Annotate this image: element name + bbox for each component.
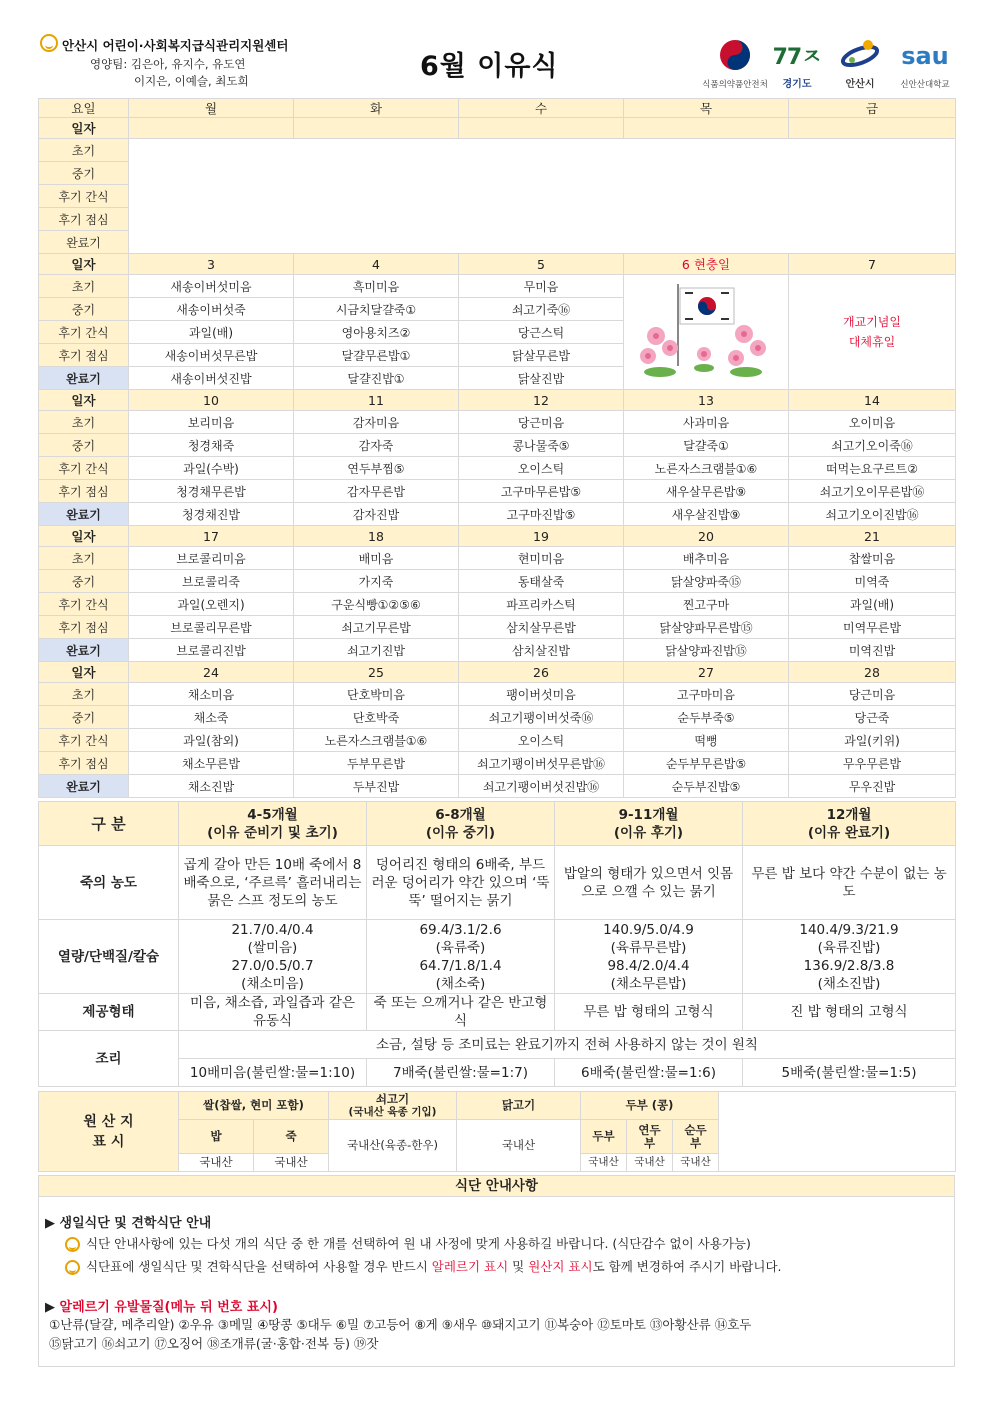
stage-age: 9-11개월 <box>618 806 679 823</box>
menu-cell: 쇠고기팽이버섯무른밥⑯ <box>459 752 624 775</box>
weekday-label: 요일 <box>39 99 129 118</box>
origin-mark-highlight: 원산지 표시 <box>528 1259 593 1274</box>
menu-cell: 새우살진밥⑨ <box>624 503 789 526</box>
date-cell <box>129 118 294 139</box>
chicken-origin: 국내산 <box>457 1120 581 1172</box>
menu-cell: 단호박죽 <box>294 706 459 729</box>
row-label-late-lunch: 후기 점심 <box>39 344 129 367</box>
menu-cell: 달걀무른밥① <box>294 344 459 367</box>
menu-cell: 가지죽 <box>294 570 459 593</box>
nutrition-label: 열량/단백질/칼슘 <box>39 920 179 994</box>
menu-cell: 달걀죽① <box>624 434 789 457</box>
weekday-thu: 목 <box>624 99 789 118</box>
menu-cell: 채소죽 <box>129 706 294 729</box>
menu-cell: 보리미음 <box>129 411 294 434</box>
menu-cell: 콩나물죽⑤ <box>459 434 624 457</box>
stage-name: (이유 중기) <box>425 824 496 841</box>
menu-cell: 쇠고기팽이버섯죽⑯ <box>459 706 624 729</box>
nutrition-value: 69.4/3.1/2.6 <box>419 921 502 938</box>
row-label-complete: 완료기 <box>39 775 129 798</box>
menu-cell: 오이스틱 <box>459 457 624 480</box>
cooking-ratio: 6배죽(불린쌀:물=1:6) <box>555 1059 743 1087</box>
menu-cell: 배추미음 <box>624 547 789 570</box>
menu-cell: 단호박미음 <box>294 683 459 706</box>
row-label-complete: 완료기 <box>39 367 129 390</box>
menu-cell: 두부진밥 <box>294 775 459 798</box>
row-label-early: 초기 <box>39 547 129 570</box>
row-label-late-snack: 후기 간식 <box>39 321 129 344</box>
nutrition-cell <box>743 920 956 994</box>
logo-bar <box>702 36 955 92</box>
soft-tofu-origin: 국내산 <box>627 1154 673 1172</box>
sau-mark: sau <box>901 42 949 70</box>
nutrition-value: 140.4/9.3/21.9 <box>799 921 899 938</box>
menu-cell: 노른자스크램블①⑥ <box>624 457 789 480</box>
rice-origin: 국내산 <box>179 1154 254 1172</box>
menu-cell: 찐고구마 <box>624 593 789 616</box>
allergy-section-title: 알레르기 유발물질(메뉴 뒤 번호 표시) <box>59 1300 278 1315</box>
menu-cell: 쇠고기진밥 <box>294 639 459 662</box>
menu-cell: 당근죽 <box>789 706 956 729</box>
allergy-list <box>49 1315 949 1353</box>
chicken-header: 닭고기 <box>457 1092 581 1120</box>
date-cell: 5 <box>459 254 624 275</box>
row-label-date: 일자 <box>39 390 129 411</box>
ansan-emblem-icon <box>838 36 882 72</box>
nutrition-value: 27.0/0.5/0.7 <box>231 957 314 974</box>
menu-cell: 새송이버섯미음 <box>129 275 294 298</box>
menu-cell: 과일(배) <box>129 321 294 344</box>
consistency-cell: 무른 밥 보다 약간 수분이 없는 농도 <box>743 846 956 920</box>
nutrition-type: (육류죽) <box>435 939 486 956</box>
stage-header <box>743 802 956 846</box>
cooking-rule: 소금, 설탕 등 조미료는 완료기까지 전혀 사용하지 않는 것이 원칙 <box>179 1031 956 1059</box>
nutrition-value: 98.4/2.0/4.4 <box>607 957 690 974</box>
nutrition-type: (육류진밥) <box>817 939 881 956</box>
menu-cell: 과일(배) <box>789 593 956 616</box>
menu-cell: 감자진밥 <box>294 503 459 526</box>
menu-cell: 무우무른밥 <box>789 752 956 775</box>
menu-cell: 브로콜리진밥 <box>129 639 294 662</box>
menu-cell: 미역무른밥 <box>789 616 956 639</box>
nutrition-type: (채소미음) <box>241 975 304 992</box>
menu-cell: 채소진밥 <box>129 775 294 798</box>
date-row <box>39 526 956 547</box>
menu-cell: 닭살양파무른밥⑮ <box>624 616 789 639</box>
menu-cell: 동태살죽 <box>459 570 624 593</box>
menu-cell: 과일(키위) <box>789 729 956 752</box>
menu-cell: 현미미음 <box>459 547 624 570</box>
row-label-late-snack: 후기 간식 <box>39 185 129 208</box>
menu-cell: 무우진밥 <box>789 775 956 798</box>
stage-name: (이유 후기) <box>613 824 684 841</box>
stage-age: 6-8개월 <box>435 806 486 823</box>
menu-cell: 과일(수박) <box>129 457 294 480</box>
nutrition-type: (쌀미음) <box>247 939 298 956</box>
menu-cell: 오이미음 <box>789 411 956 434</box>
date-cell <box>459 118 624 139</box>
menu-cell: 구운식빵①②⑤⑥ <box>294 593 459 616</box>
date-cell: 13 <box>624 390 789 411</box>
nutrition-cell <box>555 920 743 994</box>
row-label-middle: 중기 <box>39 162 129 185</box>
menu-cell: 닭살양파진밥⑮ <box>624 639 789 662</box>
row-label-date: 일자 <box>39 662 129 683</box>
stage-age: 12개월 <box>826 806 872 823</box>
menu-cell: 청경채죽 <box>129 434 294 457</box>
nutrition-cell <box>367 920 555 994</box>
menu-cell: 쇠고기오이죽⑯ <box>789 434 956 457</box>
menu-cell: 닭살진밥 <box>459 367 624 390</box>
flag-flower-icon <box>626 276 786 386</box>
notice-title: 식단 안내사항 <box>39 1176 954 1197</box>
row-label-late-lunch: 후기 점심 <box>39 752 129 775</box>
menu-cell: 브로콜리무른밥 <box>129 616 294 639</box>
row-label-late-lunch: 후기 점심 <box>39 616 129 639</box>
weekday-tue: 화 <box>294 99 459 118</box>
date-cell <box>294 118 459 139</box>
menu-cell: 쇠고기무른밥 <box>294 616 459 639</box>
nutrition-type: (채소죽) <box>435 975 486 992</box>
menu-cell: 떡뻥 <box>624 729 789 752</box>
row-label-early: 초기 <box>39 683 129 706</box>
menu-cell: 삼치살진밥 <box>459 639 624 662</box>
taeguk-icon <box>718 38 752 72</box>
holiday-note-line-2: 대체휴일 <box>848 335 896 349</box>
weekday-fri: 금 <box>789 99 956 118</box>
smile-bullet-icon <box>65 1260 80 1275</box>
menu-cell: 감자미음 <box>294 411 459 434</box>
menu-cell: 쇠고기죽⑯ <box>459 298 624 321</box>
ansan-caption: 안산시 <box>845 79 875 90</box>
allergy-mark-highlight: 알레르기 표시 <box>431 1259 509 1274</box>
menu-cell: 감자죽 <box>294 434 459 457</box>
menu-cell: 채소무른밥 <box>129 752 294 775</box>
menu-cell: 사과미음 <box>624 411 789 434</box>
consistency-cell: 밥알의 형태가 있으면서 잇몸으로 으깰 수 있는 묽기 <box>555 846 743 920</box>
notice-line-1 <box>65 1234 751 1252</box>
nutrition-type: (육류무른밥) <box>610 939 687 956</box>
date-cell-holiday: 6 현충일 <box>624 254 789 275</box>
notice-section-allergy <box>45 1296 278 1315</box>
origin-label: 원 산 지 표 시 <box>39 1092 179 1172</box>
stage-header <box>367 802 555 846</box>
menu-cell: 고구마진밥⑤ <box>459 503 624 526</box>
silken-tofu-origin: 국내산 <box>673 1154 719 1172</box>
date-cell: 19 <box>459 526 624 547</box>
date-cell: 7 <box>789 254 956 275</box>
smile-bullet-icon <box>65 1237 80 1252</box>
porridge-sub: 죽 <box>254 1120 329 1154</box>
cooking-ratio: 7배죽(불린쌀:물=1:7) <box>367 1059 555 1087</box>
stage-header <box>555 802 743 846</box>
row-label-late-snack: 후기 간식 <box>39 457 129 480</box>
nutrition-type: (채소무른밥) <box>610 975 687 992</box>
menu-cell: 쇠고기오이무른밥⑯ <box>789 480 956 503</box>
consistency-cell: 곱게 갈아 만든 10배 죽에서 8배죽으로, ‘주르륵’ 흘러내리는 묽은 스프 정도의 농도 <box>179 846 367 920</box>
form-cell: 진 밥 형태의 고형식 <box>743 994 956 1031</box>
menu-cell: 감자무른밥 <box>294 480 459 503</box>
mfds-caption: 식품의약품안전처 <box>702 80 768 90</box>
row-label-date: 일자 <box>39 526 129 547</box>
menu-cell: 쇠고기오이진밥⑯ <box>789 503 956 526</box>
row-label-late-lunch: 후기 점심 <box>39 480 129 503</box>
allergy-list-line-1: ①난류(달걀, 메추리알) ②우유 ③메밀 ④땅콩 ⑤대두 ⑥밀 ⑦고등어 ⑧게 ⑨새우 ⑩돼지고기 ⑪복숭아 ⑫토마토 ⑬아황산류 ⑭호두 <box>49 1317 752 1332</box>
rice-sub: 밥 <box>179 1120 254 1154</box>
row-label-late-lunch: 후기 점심 <box>39 208 129 231</box>
stage-name: (이유 완료기) <box>807 824 891 841</box>
menu-cell: 삼치살무른밥 <box>459 616 624 639</box>
gyeonggi-mark: 77ㅈ <box>772 45 822 70</box>
menu-cell: 순두부죽⑤ <box>624 706 789 729</box>
menu-cell: 브로콜리미음 <box>129 547 294 570</box>
menu-cell: 새송이버섯무른밥 <box>129 344 294 367</box>
menu-cell: 브로콜리죽 <box>129 570 294 593</box>
menu-cell: 닭살무른밥 <box>459 344 624 367</box>
menu-cell: 과일(오렌지) <box>129 593 294 616</box>
menu-cell: 고구마무른밥⑤ <box>459 480 624 503</box>
holiday-note-line-1: 개교기념일 <box>843 315 901 329</box>
allergy-list-line-2: ⑮닭고기 ⑯쇠고기 ⑰오징어 ⑱조개류(굴·홍합·전복 등) ⑲잣 <box>49 1336 379 1351</box>
menu-notice <box>38 1175 955 1367</box>
menu-cell: 미역죽 <box>789 570 956 593</box>
menu-cell: 순두부진밥⑤ <box>624 775 789 798</box>
menu-cell: 찹쌀미음 <box>789 547 956 570</box>
date-row <box>39 254 956 275</box>
row-label-middle: 중기 <box>39 298 129 321</box>
date-cell: 3 <box>129 254 294 275</box>
nutrition-value: 136.9/2.8/3.8 <box>803 957 895 974</box>
gyeonggi-logo <box>767 36 827 90</box>
notice-line-2-end: 도 함께 변경하여 주시기 바랍니다. <box>592 1259 782 1274</box>
stage-header <box>179 802 367 846</box>
menu-cell: 청경채진밥 <box>129 503 294 526</box>
menu-cell: 두부무른밥 <box>294 752 459 775</box>
date-cell <box>789 118 956 139</box>
menu-cell: 청경채무른밥 <box>129 480 294 503</box>
menu-cell: 노른자스크램블①⑥ <box>294 729 459 752</box>
consistency-cell: 덩어리진 형태의 6배죽, 부드러운 덩어리가 약간 있으며 ‘뚝뚝’ 떨어지는 묽기 <box>367 846 555 920</box>
empty-week-block <box>129 139 956 254</box>
form-cell: 죽 또는 으깨거나 같은 반고형식 <box>367 994 555 1031</box>
menu-cell: 시금치달걀죽① <box>294 298 459 321</box>
consistency-label: 죽의 농도 <box>39 846 179 920</box>
menu-cell: 당근미음 <box>459 411 624 434</box>
cooking-ratio: 10배미음(불린쌀:물=1:10) <box>179 1059 367 1087</box>
notice-section-birthday: ▶ 생일식단 및 견학식단 안내 <box>45 1216 212 1231</box>
menu-cell: 달걀진밥① <box>294 367 459 390</box>
date-cell: 24 <box>129 662 294 683</box>
tofu-header: 두부 (콩) <box>581 1092 719 1120</box>
sau-logo <box>895 36 955 90</box>
nutrition-value: 64.7/1.8/1.4 <box>419 957 502 974</box>
menu-cell: 배미음 <box>294 547 459 570</box>
center-name: 안산시 어린이·사회복지급식관리지원센터 <box>62 38 289 53</box>
row-label-middle: 중기 <box>39 706 129 729</box>
date-cell: 17 <box>129 526 294 547</box>
stage-age: 4-5개월 <box>247 806 298 823</box>
sau-caption: 신안산대학교 <box>900 80 950 90</box>
ansan-logo <box>830 36 890 90</box>
date-cell: 18 <box>294 526 459 547</box>
menu-cell: 팽이버섯미음 <box>459 683 624 706</box>
holiday-note <box>789 275 956 390</box>
menu-table <box>38 98 956 798</box>
menu-cell: 미역진밥 <box>789 639 956 662</box>
tofu-sub: 두부 <box>581 1120 627 1154</box>
menu-cell: 당근미음 <box>789 683 956 706</box>
beef-origin: 국내산(육종-한우) <box>329 1120 457 1172</box>
menu-cell: 새송이버섯죽 <box>129 298 294 321</box>
menu-cell: 흑미미음 <box>294 275 459 298</box>
form-cell: 미음, 채소즙, 과일즙과 같은 유동식 <box>179 994 367 1031</box>
menu-cell: 새우살무른밥⑨ <box>624 480 789 503</box>
porridge-origin: 국내산 <box>254 1154 329 1172</box>
form-cell: 무른 밥 형태의 고형식 <box>555 994 743 1031</box>
menu-cell: 떠먹는요구르트② <box>789 457 956 480</box>
date-row <box>39 662 956 683</box>
date-cell: 28 <box>789 662 956 683</box>
row-label-complete: 완료기 <box>39 639 129 662</box>
menu-cell: 파프리카스틱 <box>459 593 624 616</box>
menu-cell: 순두부무른밥⑤ <box>624 752 789 775</box>
date-cell: 12 <box>459 390 624 411</box>
row-label-middle: 중기 <box>39 570 129 593</box>
form-label: 제공형태 <box>39 994 179 1031</box>
row-label-date: 일자 <box>39 118 129 139</box>
menu-cell: 채소미음 <box>129 683 294 706</box>
nutrition-value: 21.7/0.4/0.4 <box>231 921 314 938</box>
menu-cell: 쇠고기팽이버섯진밥⑯ <box>459 775 624 798</box>
silken-tofu-sub: 순두부 <box>673 1120 719 1154</box>
cooking-ratio: 5배죽(불린쌀:물=1:5) <box>743 1059 956 1087</box>
date-row-empty <box>39 118 956 139</box>
menu-cell: 과일(참외) <box>129 729 294 752</box>
date-cell: 25 <box>294 662 459 683</box>
cooking-label: 조리 <box>39 1031 179 1087</box>
date-cell: 27 <box>624 662 789 683</box>
date-cell: 4 <box>294 254 459 275</box>
menu-cell: 새송이버섯진밥 <box>129 367 294 390</box>
soft-tofu-sub: 연두부 <box>627 1120 673 1154</box>
smile-logo-icon <box>40 34 58 52</box>
row-label-early: 초기 <box>39 275 129 298</box>
menu-cell: 영아용치즈② <box>294 321 459 344</box>
row-label-early: 초기 <box>39 139 129 162</box>
page-title: 6월 이유식 <box>420 51 559 82</box>
menu-cell: 닭살양파죽⑮ <box>624 570 789 593</box>
date-cell: 20 <box>624 526 789 547</box>
page-header <box>40 32 955 94</box>
rice-header: 쌀(찹쌀, 현미 포함) <box>179 1092 329 1120</box>
row-label-late-snack: 후기 간식 <box>39 593 129 616</box>
origin-blank <box>719 1092 956 1172</box>
notice-line-1-text: 식단 안내사항에 있는 다섯 개의 식단 중 한 개를 선택하여 원 내 사정에 맞게 사용하길 바랍니다. (식단감수 없이 사용가능) <box>86 1236 751 1251</box>
row-label-complete: 완료기 <box>39 503 129 526</box>
date-cell: 21 <box>789 526 956 547</box>
nutrition-type: (채소진밥) <box>817 975 881 992</box>
date-cell: 11 <box>294 390 459 411</box>
staff-line-1: 영양팀: 김은아, 유지수, 유도연 <box>90 57 246 71</box>
notice-line-2 <box>65 1257 782 1275</box>
date-cell: 26 <box>459 662 624 683</box>
stage-guide-table <box>38 801 956 1087</box>
origin-table <box>38 1091 956 1172</box>
nutrition-cell <box>179 920 367 994</box>
date-cell <box>624 118 789 139</box>
weekday-mon: 월 <box>129 99 294 118</box>
weekday-wed: 수 <box>459 99 624 118</box>
notice-line-2-join: 및 <box>508 1259 529 1274</box>
stage-name: (이유 준비기 및 초기) <box>207 824 338 841</box>
menu-cell: 당근스틱 <box>459 321 624 344</box>
beef-sub: (국내산 육종 기입) <box>348 1105 437 1118</box>
date-cell: 14 <box>789 390 956 411</box>
row-label-early: 초기 <box>39 411 129 434</box>
row-label-middle: 중기 <box>39 434 129 457</box>
date-row <box>39 390 956 411</box>
memorial-day-illustration <box>624 275 789 390</box>
menu-cell: 고구마미음 <box>624 683 789 706</box>
beef-header-cell <box>329 1092 457 1120</box>
tofu-origin: 국내산 <box>581 1154 627 1172</box>
menu-cell: 연두부찜⑤ <box>294 457 459 480</box>
menu-cell: 오이스틱 <box>459 729 624 752</box>
menu-cell: 무미음 <box>459 275 624 298</box>
row-label-late-snack: 후기 간식 <box>39 729 129 752</box>
date-cell: 10 <box>129 390 294 411</box>
weekday-header-row <box>39 99 956 118</box>
row-label-complete: 완료기 <box>39 231 129 254</box>
nutrition-value: 140.9/5.0/4.9 <box>603 921 694 938</box>
notice-line-2-text: 식단표에 생일식단 및 견학식단을 선택하여 사용할 경우 반드시 <box>86 1259 432 1274</box>
guide-header-label: 구 분 <box>39 802 179 846</box>
mfds-logo <box>702 36 768 90</box>
gyeonggi-caption: 경기도 <box>782 79 812 90</box>
row-label-date: 일자 <box>39 254 129 275</box>
staff-line-2: 이지은, 이예슬, 최도희 <box>134 74 249 88</box>
arrow-icon: ▶ <box>45 1300 55 1315</box>
beef-header: 쇠고기 <box>375 1091 410 1106</box>
